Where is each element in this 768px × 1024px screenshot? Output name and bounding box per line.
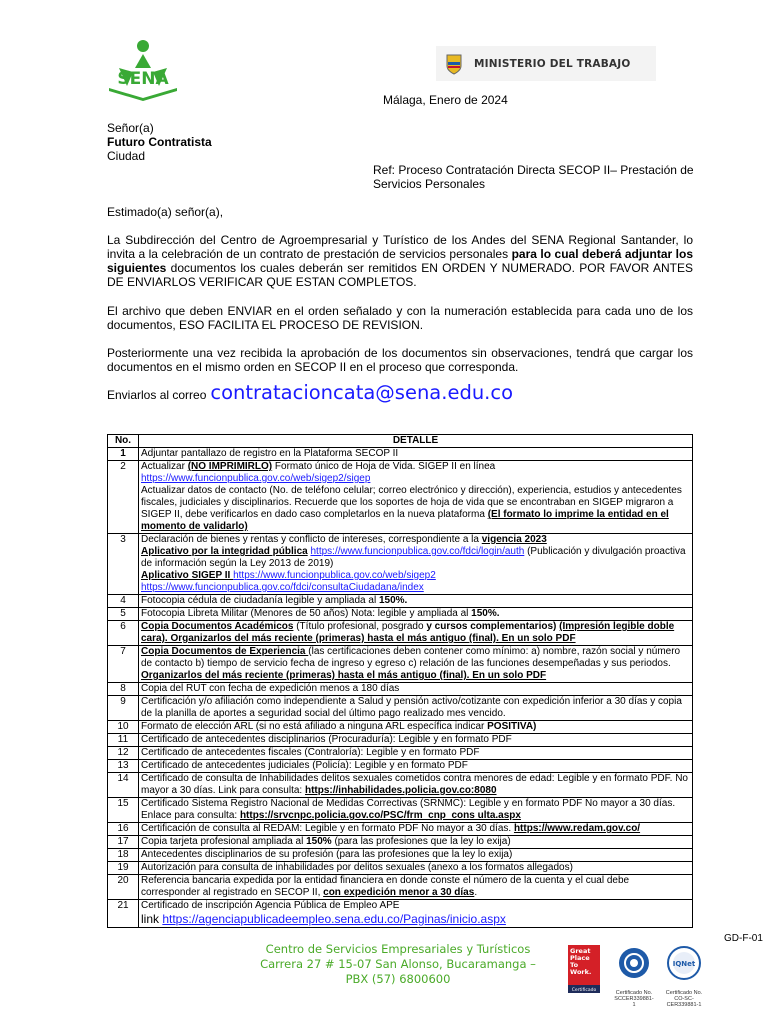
table-row [108, 721, 693, 734]
row-number: 3 [108, 534, 139, 595]
row-number: 11 [108, 734, 139, 747]
table-row [108, 773, 693, 798]
row-number: 17 [108, 836, 139, 849]
row-detail [139, 721, 693, 734]
row-number: 2 [108, 461, 139, 534]
table-row [108, 646, 693, 683]
row-detail: Certificado de antecedentes fiscales (Contraloría): Legible y en formato PDF [139, 747, 693, 760]
row-detail [139, 646, 693, 683]
detail-text-bold: Copia Documentos de Experiencia [141, 646, 309, 657]
detail-text: Certificado de inscripción Agencia Pública de Empleo APE [141, 900, 400, 911]
table-row [108, 823, 693, 836]
table-row [108, 836, 693, 849]
iqnet-text: IQNet [672, 960, 696, 968]
detail-text: Declaración de bienes y rentas y conflicto de intereses, correspondiente a la [141, 534, 482, 545]
redam-link[interactable]: https://www.redam.gov.co/ [513, 823, 641, 834]
row-number: 16 [108, 823, 139, 836]
row-detail: Antecedentes disciplinarios de su profesión (para las profesiones que la ley lo exija) [139, 849, 693, 862]
paragraph-secop: Posteriormente una vez recibida la aprobación de los documentos sin observaciones, tendrá que cargar los documentos en el mismo orden en SECOP II en el proceso que corresponda. [107, 346, 693, 374]
header-no: No. [108, 435, 139, 448]
row-detail [139, 875, 693, 900]
row-number: 12 [108, 747, 139, 760]
row-number: 13 [108, 760, 139, 773]
row-number: 4 [108, 595, 139, 608]
recipient-title: Señor(a) [107, 121, 154, 135]
table-row [108, 798, 693, 823]
row-detail [139, 461, 693, 534]
row-number: 10 [108, 721, 139, 734]
table-row [108, 461, 693, 534]
gptw-text-1: Great [570, 947, 591, 955]
ministerio-logo [436, 46, 656, 81]
icontec-certificate-1 [614, 945, 654, 1008]
table-row [108, 875, 693, 900]
table-row [108, 900, 693, 928]
row-number: 14 [108, 773, 139, 798]
paragraph-order: El archivo que deben ENVIAR en el orden señalado y con la numeración establecida para cada uno de los documentos, ESO FACILITA EL PROCESO DE REVISION. [107, 304, 693, 332]
table-row [108, 595, 693, 608]
email-link[interactable]: contratacioncata@sena.edu.co [210, 381, 514, 404]
row-detail [139, 836, 693, 849]
integridad-link[interactable]: https://www.funcionpublica.gov.co/fdci/login/auth [310, 546, 525, 557]
row-detail [139, 621, 693, 646]
row-detail: Autorización para consulta de inhabilidades por delitos sexuales (anexo a los formatos allegados) [139, 862, 693, 875]
recipient-block [107, 121, 212, 163]
table-row [108, 608, 693, 621]
row-number: 21 [108, 900, 139, 928]
detail-text-bold: POSITIVA) [487, 721, 537, 732]
footer-line-phone: PBX (57) 6800600 [345, 972, 451, 986]
cert1-caption-number: SCCER339881-1 [614, 996, 654, 1008]
row-detail: Copia del RUT con fecha de expedición menos a 180 días [139, 683, 693, 696]
detail-text: Actualizar [141, 461, 188, 472]
row-detail [139, 534, 693, 595]
row-detail: Certificado de antecedentes disciplinarios (Procuraduría): Legible y en formato PDF [139, 734, 693, 747]
row-detail: Certificación y/o afiliación como independiente a Salud y pensión activo/cotizante con expedición inferior a 30 días y copia de la planilla de aportes a seguridad social del último pago realizado mes vencido. [139, 696, 693, 721]
ministerio-name: MINISTERIO DEL TRABAJO [474, 57, 631, 70]
table-row [108, 683, 693, 696]
p1-text-c: documentos los cuales deberán ser remitidos EN ORDEN Y NUMERADO. POR FAVOR ANTES DE ENVIARLOS VERIFICAR QUE ESTAN COMPLETOS. [107, 261, 693, 289]
detail-text: Referencia bancaria expedida por la entidad financiera en donde conste el número de la cuenta y el cual debe corresponder al registrado en SECOP II, [141, 875, 630, 898]
detail-text: (Título profesional, posgrado [293, 621, 427, 632]
gptw-text-5: Certificado [571, 988, 597, 993]
document-code: GD-F-01 [724, 933, 763, 944]
row-number: 1 [108, 448, 139, 461]
icontec-icon [614, 945, 654, 985]
table-row [108, 760, 693, 773]
row-detail [139, 823, 693, 836]
iqnet-icon [662, 945, 706, 985]
row-detail [139, 595, 693, 608]
detail-text: Formato de elección ARL (si no está afiliado a ninguna ARL específica indicar [141, 721, 488, 732]
sena-logo-text: SENA [117, 69, 169, 89]
p1-text-a: La Subdirección del Centro de Agroempresarial y Turístico de los Andes del SENA Regional Santander, lo invita a la celebración de un contrato de prestación de servicios personales [107, 233, 693, 261]
table-row [108, 862, 693, 875]
footer-address [248, 942, 548, 987]
table-row [108, 747, 693, 760]
row-number: 18 [108, 849, 139, 862]
detail-text-bold: Aplicativo por la integridad pública [141, 546, 308, 557]
gptw-text-4: Work. [570, 968, 592, 976]
table-row [108, 448, 693, 461]
header-detalle: DETALLE [139, 435, 693, 448]
recipient-name: Futuro Contratista [107, 135, 212, 149]
gptw-text-2: Place [570, 954, 590, 962]
p1-text-bold: para lo cual deberá adjuntar los siguientes [107, 247, 693, 275]
reference-line: Ref: Proceso Contratación Directa SECOP II– Prestación de Servicios Personales [373, 163, 694, 191]
detail-text: Certificación de consulta al REDAM: Legible y en formato PDF No mayor a 30 días. [141, 823, 514, 834]
sigep-link[interactable]: https://www.funcionpublica.gov.co/web/sigep2/sigep [141, 473, 371, 484]
letter-date: Málaga, Enero de 2024 [383, 93, 508, 107]
detail-text-bold: Organizarlos del más reciente (primeras) hasta el más antiguo (final). En un solo PDF [141, 670, 547, 681]
detail-text: (las certificaciones deben contener como mínimo: a) nombre, razón social y número de contacto b) tiempo de servicio fecha de ingreso y egreso c) relación de las funciones desempeñadas y sus periodos. [141, 646, 681, 669]
detail-text: (Publicación y divulgación proactiva de información según la Ley 2013 de 2019) [141, 546, 686, 569]
detail-text-bold: 150%. [471, 608, 500, 619]
row-detail [139, 773, 693, 798]
detail-text: Fotocopia Libreta Militar (Menores de 50 años) Nota: legible y ampliada al [141, 608, 472, 619]
agencia-empleo-link[interactable]: https://agenciapublicadeempleo.sena.edu.co/Paginas/inicio.aspx [162, 912, 506, 926]
table-row [108, 849, 693, 862]
table-row [108, 621, 693, 646]
greeting: Estimado(a) señor(a), [107, 205, 224, 219]
cert2-caption-number: CO-SC-CER339881-1 [666, 996, 702, 1008]
table-row [108, 696, 693, 721]
row-detail [139, 900, 693, 928]
row-detail [139, 608, 693, 621]
send-label: Enviarlos al correo [107, 388, 207, 402]
detail-text: Certificado de consulta de Inhabilidades delitos sexuales cometidos contra menores de edad: Legible y en formato PDF. No mayor a 30 días. Link para consulta: [141, 773, 688, 796]
inhabilidades-link[interactable]: https://inhabilidades.policia.gov.co:8080 [304, 785, 497, 796]
detail-text-bold: Copia Documentos Académicos [141, 621, 294, 632]
footer-line-center: Centro de Servicios Empresariales y Turísticos [265, 942, 531, 956]
detail-text: Actualizar datos de contacto (No. de teléfono celular; correo electrónico y dirección), experiencia, estudios y antecedentes fiscales, judiciales y disciplinarios. Recuerde que los soportes de hoja de vida que se encontraban en SIGEP migraron a SIGEP II, debe verificarlos en dado caso completarlos en la nueva plataforma [141, 485, 682, 520]
recipient-city: Ciudad [107, 149, 146, 163]
detail-text-bold: (Impresión legible doble cara). Organizarlos del más reciente (primeras) hasta el más antiguo (final). En un solo PDF [141, 621, 675, 644]
documents-table [107, 434, 693, 928]
colombia-shield-icon [444, 52, 464, 76]
sena-logo [105, 38, 181, 102]
row-number: 20 [108, 875, 139, 900]
gptw-text-3: To [570, 961, 579, 969]
row-number: 7 [108, 646, 139, 683]
table-header-row [108, 435, 693, 448]
row-detail: Adjuntar pantallazo de registro en la Plataforma SECOP II [139, 448, 693, 461]
sigep2-link[interactable]: https://www.funcionpublica.gov.co/web/sigep2 [233, 570, 436, 581]
row-number: 5 [108, 608, 139, 621]
consulta-ciudadana-link[interactable]: https://www.funcionpublica.gov.co/fdci/consultaCiudadana/index [141, 582, 424, 593]
detail-text: link [141, 912, 163, 926]
table-row [108, 734, 693, 747]
detail-text-bold: Aplicativo SIGEP II [141, 570, 234, 581]
detail-text: . [474, 887, 478, 898]
iqnet-certificate [662, 945, 706, 1008]
detail-text: Fotocopia cédula de ciudadanía legible y ampliada al [141, 595, 379, 606]
detail-text-bold: (El formato lo imprime la entidad en el momento de validarlo) [141, 509, 669, 532]
table-row [108, 534, 693, 595]
detail-text-bold: y cursos complementarios) [426, 621, 560, 632]
footer-line-address: Carrera 27 # 15-07 San Alonso, Bucaramanga – [260, 957, 536, 971]
row-number: 19 [108, 862, 139, 875]
row-detail: Certificado de antecedentes judiciales (Policía): Legible y en formato PDF [139, 760, 693, 773]
cert2-caption-label: Certificado No. [665, 990, 703, 996]
detail-text-bold: 150%. [378, 595, 408, 606]
row-number: 6 [108, 621, 139, 646]
detail-text: (para las profesiones que la ley lo exija) [331, 836, 511, 847]
detail-text: Formato único de Hoja de Vida. SIGEP II en línea [272, 461, 496, 472]
detail-text: Copia tarjeta profesional ampliada al [141, 836, 307, 847]
great-place-to-work-badge [566, 945, 602, 999]
row-number: 8 [108, 683, 139, 696]
send-line [107, 381, 514, 404]
detail-text-bold: con expedición menor a 30 días [323, 887, 475, 898]
detail-text-bold: 150% [306, 836, 332, 847]
row-number: 9 [108, 696, 139, 721]
detail-text-bold: (NO IMPRIMIRLO) [187, 461, 273, 472]
medidas-correctivas-link[interactable]: https://srvcnpc.policia.gov.co/PSC/frm_cnp_cons ulta.aspx [239, 810, 521, 821]
detail-text: Certificado Sistema Registro Nacional de Medidas Correctivas (SRNMC): Legible y en formato PDF No mayor a 30 días. Enlace para consulta: [141, 798, 676, 821]
cert1-caption-label: Certificado No. [615, 990, 653, 996]
paragraph-invitation [107, 233, 693, 289]
row-number: 15 [108, 798, 139, 823]
detail-text-bold: vigencia 2023 [481, 534, 547, 545]
row-detail [139, 798, 693, 823]
